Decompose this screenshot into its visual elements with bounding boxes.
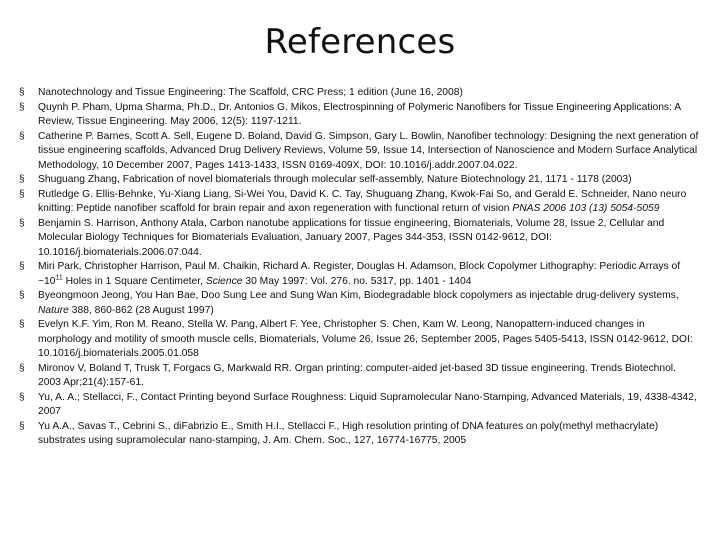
reference-text-tail: 30 May 1997: Vol. 276. no. 5317, pp. 1401 - 1404 — [242, 275, 472, 287]
reference-text: Yu A.A., Savas T., Cebrini S., diFabrizio E., Smith H.I., Stellacci F., High resolution printing of DNA features on poly(methyl methacrylate) substrates using supramolecular nano-stamping, J. Am. Chem. Soc., 127, 16774-16775, 2005 — [38, 420, 659, 446]
reference-text: Yu, A. A.; Stellacci, F., Contact Printing beyond Surface Roughness: Liquid Supramolecular Nano-Stamping, Advanced Materials, 19, 4338-4342, 2007 — [38, 391, 697, 417]
reference-text: Catherine P. Barnes, Scott A. Sell, Eugene D. Boland, David G. Simpson, Gary L. Bowlin, Nanofiber technology: Designing the next generation of tissue engineering scaffolds, Advanced Drug Delivery Reviews, Volume 59, Issue 14, Intersection of Nanoscience and Modern Surface Analytical Methodology, 10 December 2007, Pages 1413-1433, ISSN 0169-409X, DOI: 10.1016/j.addr.2007.04.022. — [38, 130, 699, 171]
reference-text — [38, 188, 700, 217]
reference-item — [18, 362, 700, 391]
reference-text: Mironov V, Boland T, Trusk T, Forgacs G, Markwald RR. Organ printing: computer-aided jet-based 3D tissue engineering. Trends Biotechnol. 2003 Apr;21(4):157-61. — [38, 362, 676, 388]
bullet-icon: § — [19, 420, 25, 432]
reference-text-main: Byeongmoon Jeong, You Han Bae, Doo Sung Lee and Sung Wan Kim, Biodegradable block copolymers as injectable drug-delivery systems, — [38, 290, 679, 301]
bullet-icon: § — [19, 391, 25, 403]
reference-item — [18, 86, 700, 101]
bullet-icon: § — [19, 290, 25, 301]
reference-item — [18, 173, 700, 188]
reference-item — [18, 188, 700, 217]
reference-item — [18, 101, 700, 130]
bullet-icon: § — [19, 362, 25, 374]
bullet-icon: § — [19, 87, 25, 98]
reference-text-main: Rutledge G. Ellis-Behnke, Yu-Xiang Liang, Si-Wei You, David K. C. Tay, Shuguang Zhang, Kwok-Fai So, and Gerald E. Schneider, Nano neuro knitting: Peptide nanofiber scaffold for brain repair and axon regeneration with functional return of vision — [38, 188, 687, 214]
reference-item — [18, 289, 700, 318]
reference-text: Shuguang Zhang, Fabrication of novel biomaterials through molecular self-assembly, Nature Biotechnology 21, 1171 - 1178 (2003) — [38, 174, 632, 185]
reference-item — [18, 420, 700, 449]
reference-text-main: Miri Park, Christopher Harrison, Paul M. Chaikin, Richard A. Register, Douglas H. Adamson, Block Copolymer Lithography: Periodic Arrays of ~10 — [38, 261, 681, 287]
reference-text: Quynh P. Pham, Upma Sharma, Ph.D., Dr. Antonios G. Mikos, Electrospinning of Polymeric Nanofibers for Tissue Engineering Applications: A Review, Tissue Engineering. May 2006, 12(5): 1197-1211. — [38, 101, 681, 127]
reference-text: Benjamin S. Harrison, Anthony Atala, Carbon nanotube applications for tissue engineering, Biomaterials, Volume 28, Issue 2, Cellular and Molecular Biology Techniques for Biomaterials Evaluation, January 2007, Pages 344-353, ISSN 0142-9612, DOI: 10.1016/j.biomaterials.2006.07.044. — [38, 217, 665, 258]
reference-text — [38, 289, 700, 318]
reference-item — [18, 217, 700, 261]
reference-text-cont: Holes in 1 Square Centimeter, — [62, 275, 206, 287]
bullet-icon: § — [19, 261, 25, 272]
reference-item — [18, 391, 700, 420]
bullet-icon: § — [19, 217, 25, 229]
reference-text: Evelyn K.F. Yim, Ron M. Reano, Stella W. Pang, Albert F. Yee, Christopher S. Chen, Kam W. Leong, Nanopattern-induced changes in morphology and motility of smooth muscle cells, Biomaterials, Volume 26, Issue 26, September 2005, Pages 5405-5413, ISSN 0142-9612, DOI: 10.1016/j.biomaterials.2005.01.058 — [38, 319, 693, 359]
reference-journal: Science — [205, 275, 243, 287]
reference-item — [18, 130, 700, 174]
reference-journal: Nature — [38, 304, 69, 316]
bullet-icon: § — [19, 188, 25, 200]
reference-journal: PNAS 2006 103 (13) 5054-5059 — [512, 203, 660, 214]
bullet-icon: § — [19, 130, 25, 142]
bullet-icon: § — [19, 174, 25, 185]
reference-superscript: 11 — [55, 274, 63, 282]
reference-text-tail: 388, 860-862 (28 August 1997) — [68, 304, 214, 316]
bullet-icon: § — [19, 319, 25, 330]
reference-text — [38, 260, 700, 289]
reference-item — [18, 260, 700, 289]
reference-item — [18, 318, 700, 362]
bullet-icon: § — [19, 101, 25, 113]
slide-title: References — [264, 22, 456, 62]
reference-list — [18, 86, 700, 449]
reference-text: Nanotechnology and Tissue Engineering: The Scaffold, CRC Press; 1 edition (June 16, 2008) — [38, 87, 463, 98]
